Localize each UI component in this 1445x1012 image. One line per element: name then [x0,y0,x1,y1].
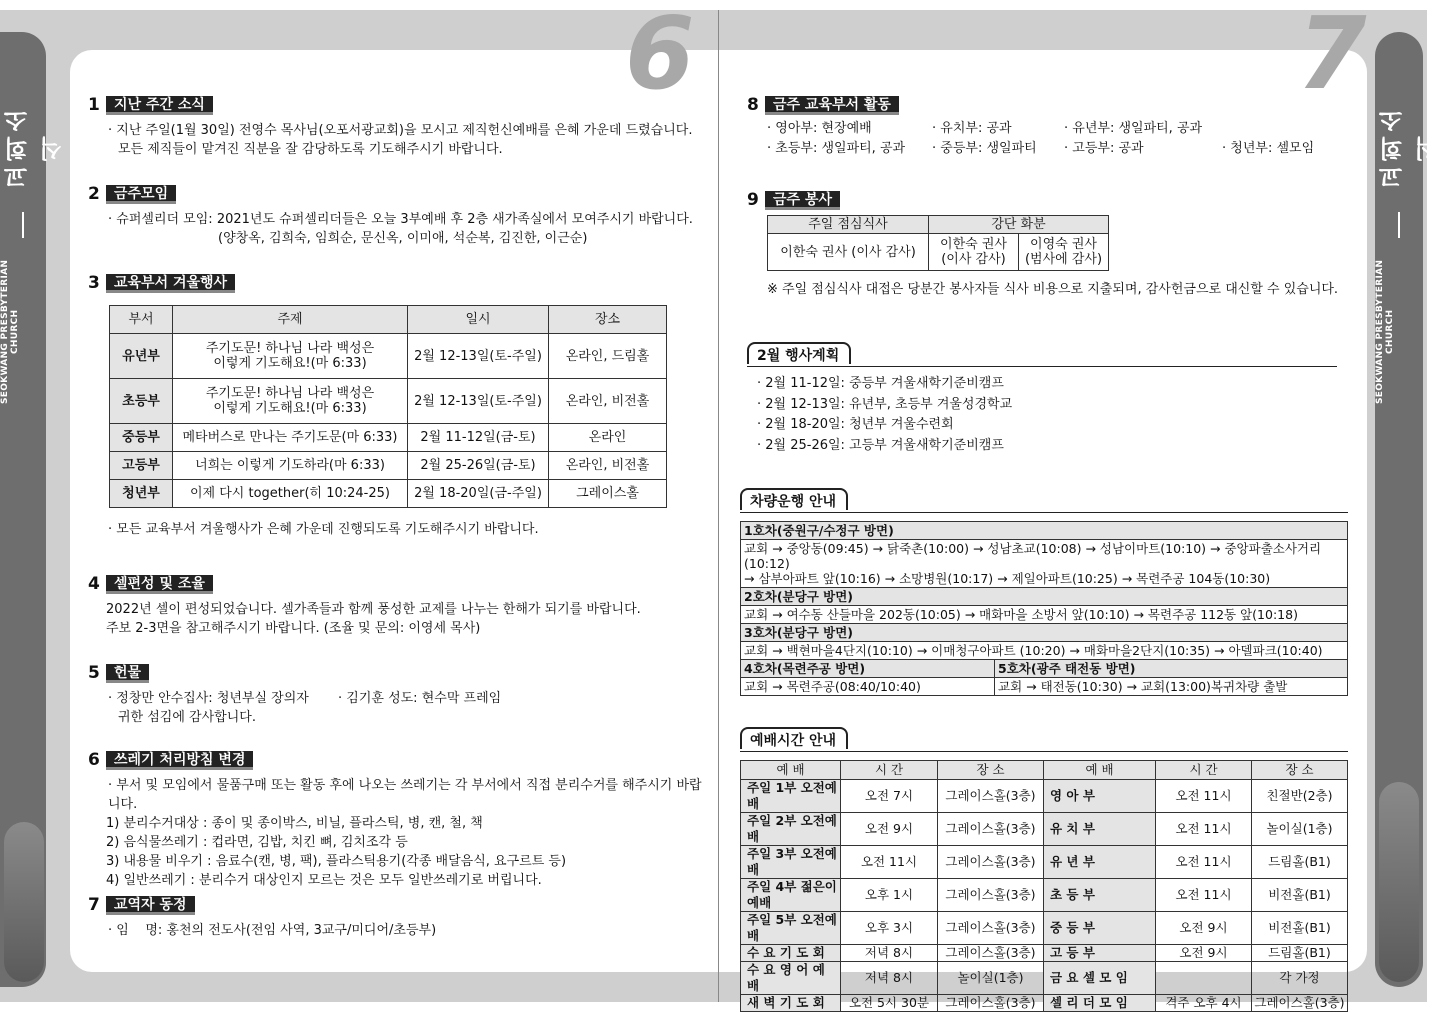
table-row [110,480,667,508]
text-line: 귀한 섬김에 감사합니다. [118,710,256,725]
flower-volunteer-cell [1019,234,1109,271]
table-row [110,334,667,379]
section-2 [88,184,698,248]
service-name: 주일 4부 젊은이예배 [741,879,841,912]
volunteer-table [767,215,1109,271]
header-cell: 강단 화분 [929,216,1109,234]
text-line: · 지난 주일(1월 30일) 전영수 목사님(오포서광교회)을 모시고 제직헌신예배를 은혜 가운데 드렸습니다. [108,123,693,138]
table-row [741,962,1348,995]
time-cell: 격주 오후 4시 [1156,995,1252,1012]
route-line: 교회 → 중앙동(09:45) → 닭죽촌(10:00) → 성남초교(10:08) → 성남이마트(10:10) → 중앙파출소사거리(10:12) [744,541,1322,571]
text-line: · 임 명: 홍천의 전도사(전임 사역, 3교구/미디어/초등부) [108,923,437,938]
service-name: 중 등 부 [1044,912,1156,945]
cell-line: 이한숙 권사 [940,237,1007,252]
activity-item: · 중등부: 생일파티 [932,141,1037,156]
header-cell: 장 소 [1252,761,1348,780]
topic-cell: 이제 다시 together(히 10:24-25) [173,480,408,508]
section-4 [88,574,698,638]
route-cell: 교회 → 태전동(10:30) → 교회(13:00)복귀차량 출발 [995,678,1348,696]
left-page [0,0,718,1002]
time-cell: 오전 7시 [841,780,938,813]
sidebar-divider [22,212,24,238]
service-name: 새 벽 기 도 회 [741,995,841,1012]
date-cell: 2월 25-26일(금-토) [408,452,549,480]
section-number: 9 [747,189,759,210]
sidebar-title: 교회소식 [4,105,67,189]
left-sidebar [0,32,67,987]
activity-item: · 유치부: 공과 [932,121,1012,136]
table-row [741,780,1348,813]
text-line: 1) 분리수거대상 : 종이 및 종이박스, 비닐, 플라스틱, 병, 캔, 철, 책 [106,816,483,831]
flower-volunteer-cell [929,234,1019,271]
time-cell [1156,962,1252,995]
place-cell: 놀이실(1층) [1252,813,1348,846]
section-title: 금주 교육부서 활동 [765,96,899,115]
place-cell: 온라인, 비전홀 [549,379,667,424]
text-line: (양창옥, 김희숙, 임희순, 문신옥, 이미애, 석순복, 김진한, 이근순) [218,231,588,246]
header-cell: 시 간 [1156,761,1252,780]
activity-item: · 영아부: 현장예배 [767,121,872,136]
time-cell: 오전 9시 [1156,945,1252,962]
worship-section [740,727,1348,1012]
section-title: 교역자 동정 [106,896,195,915]
section-9 [747,190,1367,299]
service-name: 주일 2부 오전예배 [741,813,841,846]
header-cell: 장 소 [938,761,1044,780]
text-line: · 부서 및 모임에서 물품구매 또는 활동 후에 나오는 쓰레기는 각 부서에서 직접 분리수거를 해주시기 바랍니다. [108,778,702,812]
dept-cell: 중등부 [110,424,173,452]
section-number: 3 [88,272,100,293]
sidebar-subtitle: SEOKWANG PRESBYTERIAN CHURCH [1375,259,1395,405]
page-number: 7 [1297,0,1367,112]
right-page [718,0,1442,1010]
page-number: 6 [625,0,695,112]
service-name: 초 등 부 [1044,879,1156,912]
hands-plant-image [4,822,44,982]
time-cell: 오전 5시 30분 [841,995,938,1012]
activity-item: · 고등부: 공과 [1064,141,1144,156]
text-line: 주보 2-3면을 참고해주시기 바랍니다. (조율 및 문의: 이영세 목사) [106,621,481,636]
table-row [741,945,1348,962]
place-cell: 그레이스홀(3층) [938,995,1044,1012]
list-item: · 2월 11-12일: 중등부 겨울새학기준비캠프 [757,376,1004,391]
text-line: · 모든 교육부서 겨울행사가 은혜 가운데 진행되도록 기도해주시기 바랍니다. [108,522,539,537]
service-name: 셀 리 더 모 임 [1044,995,1156,1012]
service-name: 수 요 영 어 예 배 [741,962,841,995]
volunteer-note: ※ 주일 점심식사 대접은 당분간 봉사자들 식사 비용으로 지출되며, 감사헌금으로 대신할 수 있습니다. [767,282,1339,297]
header-cell: 주일 점심식사 [768,216,929,234]
header-cell: 일시 [408,306,549,334]
lunch-volunteer-cell: 이한숙 권사 (이사 감사) [768,234,929,271]
service-name: 금 요 셀 모 임 [1044,962,1156,995]
list-item: · 2월 25-26일: 고등부 겨울새학기준비캠프 [757,437,1004,453]
date-cell: 2월 18-20일(금-주일) [408,480,549,508]
hand-image [1379,782,1419,982]
section-title: 쓰레기 처리방침 변경 [106,751,253,770]
service-name: 유 년 부 [1044,846,1156,879]
header-cell: 시 간 [841,761,938,780]
service-name: 유 치 부 [1044,813,1156,846]
time-cell: 오전 11시 [1156,846,1252,879]
bus-section [740,488,1348,696]
section-1 [88,95,698,159]
place-cell: 비전홀(B1) [1252,879,1348,912]
section-3 [88,273,698,539]
winter-events-table [109,305,667,508]
place-cell: 드림홀(B1) [1252,945,1348,962]
route-header: 3호차(분당구 방면) [741,624,1348,642]
section-tab-title: 예배시간 안내 [740,727,848,749]
section-number: 2 [88,183,100,204]
place-cell: 각 가정 [1252,962,1348,995]
table-row [741,912,1348,945]
sidebar-title: 교회소식 [1379,105,1442,189]
date-cell: 2월 12-13일(토-주일) [408,379,549,424]
route-header: 2호차(분당구 방면) [741,588,1348,606]
section-5 [88,663,698,727]
dept-cell: 청년부 [110,480,173,508]
table-row [741,846,1348,879]
text-line: · 슈퍼셀리더 모임: 2021년도 슈퍼셀리더들은 오늘 3부예배 후 2층 새가족실에서 모여주시기 바랍니다. [108,212,693,227]
header-cell: 부서 [110,306,173,334]
place-cell: 그레이스홀(3층) [938,846,1044,879]
text-line: 4) 일반쓰레기 : 분리수거 대상인지 모르는 것은 모두 일반쓰레기로 버립니다. [106,873,542,888]
place-cell: 온라인, 드림홀 [549,334,667,379]
activity-grid [747,119,1347,159]
sidebar-subtitle: SEOKWANG PRESBYTERIAN CHURCH [0,259,20,405]
route-header: 4호차(목련주공 방면) [741,660,995,678]
activity-item: · 유년부: 생일파티, 공과 [1064,121,1203,136]
section-number: 4 [88,573,100,594]
route-cell: 교회 → 백현마을4단지(10:10) → 이매청구아파트 (10:20) → 매화마을2단지(10:35) → 아델파크(10:40) [741,642,1348,660]
donation-items [88,689,698,708]
dept-cell: 유년부 [110,334,173,379]
place-cell: 비전홀(B1) [1252,912,1348,945]
topic-cell: 메타버스로 만나는 주기도문(마 6:33) [173,424,408,452]
section-title: 셀편성 및 조율 [106,575,213,594]
section-title: 헌물 [106,664,149,683]
place-cell: 온라인 [549,424,667,452]
dept-cell: 고등부 [110,452,173,480]
place-cell: 그레이스홀(3층) [938,780,1044,813]
time-cell: 오후 1시 [841,879,938,912]
text-line: 3) 내용물 비우기 : 음료수(캔, 병, 팩), 플라스틱용기(각종 배달음식, 요구르트 등) [106,854,567,869]
cell-line: 이영숙 권사 [1030,237,1097,252]
cell-line: (이사 감사) [941,252,1006,267]
header-cell: 예 배 [1044,761,1156,780]
activity-item [1222,119,1342,139]
section-tab-title: 차량운행 안내 [740,488,848,510]
donation-item: · 김기훈 성도: 현수막 프레임 [338,691,502,706]
place-cell: 그레이스홀(3층) [1252,995,1348,1012]
place-cell: 놀이실(1층) [938,962,1044,995]
topic-cell [173,334,408,379]
activity-item: · 청년부: 셀모임 [1222,141,1315,156]
table-row [110,424,667,452]
place-cell: 온라인, 비전홀 [549,452,667,480]
list-item: · 2월 12-13일: 유년부, 초등부 겨울성경학교 [757,396,1013,412]
feb-events-section [747,342,1337,456]
section-number: 8 [747,94,759,115]
service-name: 주일 3부 오전예배 [741,846,841,879]
table-row [110,452,667,480]
donation-item: · 정창만 안수집사: 청년부실 장의자 [108,691,309,706]
place-cell: 그레이스홀(3층) [938,912,1044,945]
route-cell: 교회 → 목련주공(08:40/10:40) [741,678,995,696]
time-cell: 오전 9시 [1156,912,1252,945]
table-row [741,995,1348,1012]
topic-line: 이렇게 기도해요!(마 6:33) [213,356,367,371]
route-cell: 교회 → 여수동 산들마을 202동(10:05) → 매화마을 소방서 앞(10:10) → 목련주공 112동 앞(10:18) [741,606,1348,624]
topic-cell: 너희는 이렇게 기도하라(마 6:33) [173,452,408,480]
topic-line: 주기도문! 하나님 나라 백성은 [205,341,375,356]
time-cell: 오전 11시 [1156,879,1252,912]
text-line: 2022년 셀이 편성되었습니다. 셀가족들과 함께 풍성한 교제를 나누는 한해가 되기를 바랍니다. [106,602,641,617]
place-cell: 드림홀(B1) [1252,846,1348,879]
time-cell: 오전 11시 [1156,813,1252,846]
place-cell: 그레이스홀(3층) [938,945,1044,962]
date-cell: 2월 11-12일(금-토) [408,424,549,452]
section-title: 금주모임 [106,185,176,204]
worship-table [740,760,1348,1012]
section-number: 6 [88,749,100,770]
section-7 [88,895,698,940]
service-name: 고 등 부 [1044,945,1156,962]
topic-cell [173,379,408,424]
topic-line: 주기도문! 하나님 나라 백성은 [205,386,375,401]
time-cell: 오후 3시 [841,912,938,945]
sidebar-divider [1398,212,1400,238]
place-cell: 그레이스홀(3층) [938,879,1044,912]
date-cell: 2월 12-13일(토-주일) [408,334,549,379]
route-line: → 삼부아파트 앞(10:16) → 소망병원(10:17) → 제일아파트(10:25) → 목련주공 104동(10:30) [744,571,1271,586]
activity-item: · 초등부: 생일파티, 공과 [767,141,906,156]
time-cell: 오전 9시 [841,813,938,846]
dept-cell: 초등부 [110,379,173,424]
table-row [741,879,1348,912]
bus-table [740,521,1348,696]
text-line: 모든 제직들이 맡겨진 직분을 잘 감당하도록 기도해주시기 바랍니다. [118,142,503,157]
table-row [741,813,1348,846]
place-cell: 그레이스홀(3층) [938,813,1044,846]
list-item: · 2월 18-20일: 청년부 겨울수련회 [757,417,954,432]
place-cell: 그레이스홀 [549,480,667,508]
section-tab-title: 2월 행사계획 [747,342,851,364]
service-name: 수 요 기 도 회 [741,945,841,962]
cell-line: (범사에 감사) [1024,252,1103,267]
time-cell: 저녁 8시 [841,945,938,962]
table-row [110,379,667,424]
header-cell: 주제 [173,306,408,334]
header-cell: 예 배 [741,761,841,780]
text-line: 2) 음식물쓰레기 : 컵라면, 김밥, 치킨 뼈, 김치조각 등 [106,835,408,850]
section-title: 지난 주간 소식 [106,96,213,115]
section-number: 7 [88,894,100,915]
time-cell: 오전 11시 [1156,780,1252,813]
place-cell: 친절반(2층) [1252,780,1348,813]
section-number: 1 [88,94,100,115]
time-cell: 오전 11시 [841,846,938,879]
section-6 [88,750,708,890]
header-cell: 장소 [549,306,667,334]
topic-line: 이렇게 기도해요!(마 6:33) [213,401,367,416]
section-number: 5 [88,662,100,683]
route-cell [741,540,1348,588]
route-header: 5호차(광주 태전동 방면) [995,660,1348,678]
time-cell: 저녁 8시 [841,962,938,995]
service-name: 주일 1부 오전예배 [741,780,841,813]
feb-event-list [747,374,1337,456]
section-8 [747,95,1347,159]
route-header: 1호차(중원구/수정구 방면) [741,522,1348,540]
service-name: 영 아 부 [1044,780,1156,813]
section-title: 금주 봉사 [765,191,840,210]
right-sidebar [1375,32,1442,987]
service-name: 주일 5부 오전예배 [741,912,841,945]
section-title: 교육부서 겨울행사 [106,274,235,293]
